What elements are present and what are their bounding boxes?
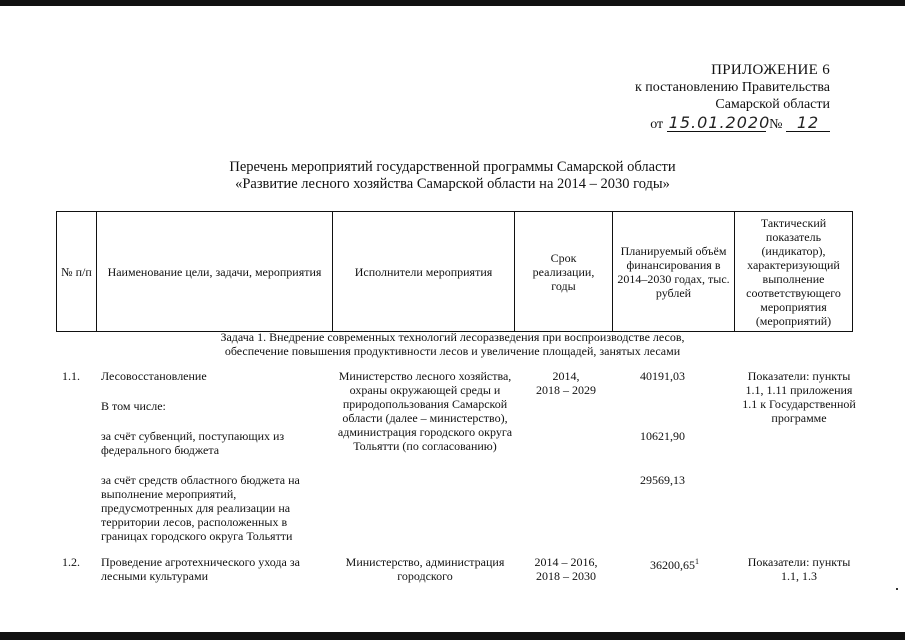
appendix-line-1: к постановлению Правительства — [634, 80, 830, 95]
footnote-marker: 1 — [695, 557, 699, 566]
document-title-line-2: «Развитие лесного хозяйства Самарской области на 2014 – 2030 годы» — [235, 176, 670, 192]
task-heading — [0, 330, 905, 358]
document-title — [0, 159, 905, 193]
row-funding-regional: 29569,13 — [640, 473, 685, 487]
row-term-line-1: 2014 – 2016, — [534, 555, 598, 569]
appendix-line-2: Самарской области — [715, 97, 830, 112]
header-num: № п/п — [57, 212, 97, 331]
scan-speck — [896, 588, 898, 590]
row-including-label: В том числе: — [101, 399, 166, 413]
row-funding-total: 36200,65$^1$ — [650, 557, 699, 572]
appendix-header — [635, 62, 830, 133]
number-sign: № — [769, 117, 783, 132]
row-term — [516, 369, 616, 397]
row-sub-item-federal: за счёт субвенций, поступающих из федерального бюджета — [101, 429, 285, 457]
row-number: 1.1. — [62, 369, 80, 383]
row-name: Проведение агротехнического ухода за лесными культурами — [101, 555, 300, 583]
scan-top-border — [0, 0, 905, 6]
row-indicator: Показатели: пункты 1.1, 1.3 — [747, 555, 851, 583]
handwritten-number: 12 — [786, 115, 830, 132]
header-funding: Планируемый объём финансирования в 2014–2030 годах, тыс. рублей — [613, 212, 735, 331]
row-executors: Министерство, администрация городского — [345, 555, 505, 583]
row-executors: Министерство лесного хозяйства, охраны окружающей среды и природопользования Самарской области (далее – министерство), администрация городского округа Тольятти (по согласованию) — [337, 369, 513, 453]
table-header — [56, 211, 853, 332]
row-term-line-2: 2018 – 2029 — [536, 383, 596, 397]
handwritten-date: 15.01.2020 — [668, 113, 771, 132]
header-executors: Исполнители мероприятия — [333, 212, 515, 331]
appendix-title: ПРИЛОЖЕНИЕ 6 — [711, 62, 830, 78]
row-funding-federal: 10621,90 — [640, 429, 685, 443]
task-line-2: обеспечение повышения продуктивности лесов и увеличение площадей, занятых лесами — [224, 344, 681, 358]
row-number: 1.2. — [62, 555, 80, 569]
date-prefix: от — [650, 117, 664, 132]
row-term-line-1: 2014, — [552, 369, 580, 383]
row-term-line-2: 2018 – 2030 — [536, 569, 596, 583]
row-term — [516, 555, 616, 583]
row-funding-total: 40191,03 — [640, 369, 685, 383]
appendix-date-line — [635, 115, 830, 133]
document-title-line-1: Перечень мероприятий государственной программы Самарской области — [229, 159, 676, 175]
row-indicator: Показатели: пункты 1.1, 1.11 приложения 1.1 к Государственной программе — [742, 369, 856, 425]
row-name: Лесовосстановление — [101, 369, 207, 383]
header-name: Наименование цели, задачи, мероприятия — [97, 212, 333, 331]
row-sub-item-regional: за счёт средств областного бюджета на выполнение мероприятий, предусмотренных для реализации на территории лесов, расположенных в границах городского округа Тольятти — [101, 473, 300, 543]
header-term: Срок реализации, годы — [515, 212, 613, 331]
scan-bottom-border — [0, 632, 905, 640]
header-indicator: Тактический показатель (индикатор), характеризующий выполнение соответствующего мероприятия (мероприятий) — [746, 215, 841, 328]
task-line-1: Задача 1. Внедрение современных технологий лесоразведения при воспроизводстве лесов, — [220, 330, 685, 344]
